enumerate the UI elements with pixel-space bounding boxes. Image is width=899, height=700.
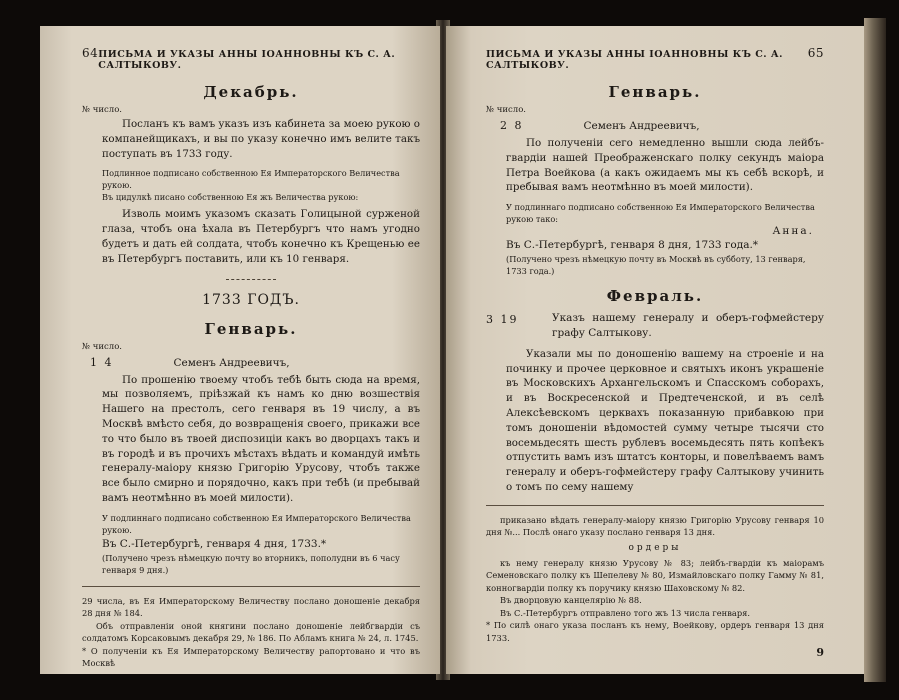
right-place-date: Въ С.-Петербургѣ, генваря 8 дня, 1733 года.* (506, 239, 759, 252)
left-page-number: 64 (82, 46, 99, 60)
right-footnote-rule (486, 505, 824, 506)
left-paragraph-2: Изволь моимъ указомъ сказать Голицыной сурженой глаза, чтобъ она ѣхала въ Петербургъ что намъ угодно будетъ и дать ей солдата, чтобъ конечно къ Крещенью ее въ Петербургъ поставить, или къ 10 генваря. (102, 208, 420, 265)
left-paragraph-3: По прошенію твоему чтобъ тебѣ быть сюда на время, мы позволяемъ, пріѣзжай къ намъ ко дню возшествія Нашего на престолъ, сего генваря въ 19 числу, а въ Москвѣ вмѣсто себя, до возвращенія своего, прикажи все то что было въ твоей диспозиціи какъ во дворцахъ такъ и въ городѣ и въ прочихъ мѣстахъ вѣдать и командуй имѣть генералу-маіору князю Григорію Урусову, чтобъ также все было смирно и порядочно, какъ при тебѣ (и пребывай вамъ неотмѣнно въ моей милости). (102, 373, 420, 504)
left-page (40, 26, 440, 674)
right-paragraph-1: По полученіи сего немедленно вышли сюда лейбъ-гвардіи нашей Преображенскаго полку секундъ маіора Петра Воейкова (а какъ ожидаемъ мы къ себѣ вскорѣ, и пребывая вамъ неотмѣнно въ моей милости). (506, 137, 824, 194)
left-footnote-rule (82, 586, 420, 587)
left-footnote-1: 29 числа, въ Ея Императорскому Величеству послано доношеніе декабря 28 дня № 184. (82, 595, 420, 619)
right-footnote-3: Въ дворцовую канцелярію № 88. (500, 595, 642, 606)
right-page (446, 26, 864, 674)
right-note-1: У подлиннаго подписано собственною Ея Императорского Величества рукою тако: (506, 202, 815, 225)
left-entry-date: 1 4 (90, 355, 114, 369)
right-header (486, 46, 824, 71)
right-address: Семенъ Андреевичъ, (583, 120, 700, 132)
left-entry-line (82, 354, 420, 373)
right-footnote-2: къ нему генералу князю Урусову № 83; лейбъ-гвардіи къ маіорамъ Семеновскаго полку къ Шепелеву № 80, Измайловскаго полку Гамму № 81, конногвардіи полку къ поручику князю Шаховскому № 82. (486, 557, 824, 593)
left-footnote-3: * О полученіи къ Ея Императорскому Величеству рапортовано и что въ Москвѣ (82, 645, 420, 669)
left-header (82, 46, 420, 71)
left-year-heading: 1733 ГОДЪ. (202, 291, 300, 308)
right-month-february: Февраль. (606, 287, 704, 306)
left-running-head: ПИСЬМА И УКАЗЫ АННЫ ІОАННОВНЫ КЪ С. А. САЛТЫКОВУ. (98, 49, 396, 71)
right-footnote-1: приказано вѣдать генералу-маіору князю Григорію Урусову генваря 10 дня №... Послѣ онаго указу послано генваря 13 дня. (486, 514, 824, 538)
page-edges (864, 18, 886, 682)
right-page-number: 65 (807, 46, 824, 60)
left-note-4: (Получено чрезъ нѣмецкую почту во вторникъ, пополудни въ 6 часу генваря 9 дня.) (102, 552, 400, 575)
right-entry-line-2 (486, 311, 824, 347)
right-month-january: Генварь. (608, 83, 702, 101)
left-note-1: Подлинное подписано собственною Ея Императорского Величества рукою. (102, 168, 400, 191)
right-note-2: (Получено чрезъ нѣмецкую почту въ Москвѣ въ субботу, 13 генваря, 1733 года.) (506, 254, 806, 277)
left-month-january: Генварь. (204, 319, 298, 338)
right-sheet-signature: 9 (816, 646, 824, 660)
left-address: Семенъ Андреевичъ, (173, 356, 290, 369)
right-footnote-orders: ордеры (628, 542, 682, 553)
left-number-label-1: № число. (82, 105, 123, 115)
right-decree-title: Указъ нашему генералу и оберъ-гофмейстеру графу Салтыкову. (552, 312, 824, 339)
left-separator (226, 279, 276, 280)
left-paragraph-1: Посланъ къ вамъ указъ изъ кабинета за моею рукою о компанейщикахъ, и вы по указу конечно имъ велите такъ поступать въ 1733 году. (102, 118, 420, 160)
right-paragraph-2: Указали мы по доношенію вашему на строеніе и на починку и прочее церковное и святыхъ иконъ украшеніе въ Московскихъ Архангельскомъ и Спасскомъ соборахъ, и въ Воскресенской и Предтеченской, и въ селѣ Алексѣевскомъ церквахъ показанную прибавкою при томъ доношеніи вѣдомостей сумму четыре тысячи сто восемьдесять шесть рублевъ восемьдесять пять копѣекъ отпустить вамъ изъ штатсъ конторы, и повелѣваемъ вамъ генералу и оберъ-гофмейстеру графу Салтыкову учинить о томъ по сему нашему (506, 347, 824, 493)
right-number-label-1: № число. (486, 105, 527, 115)
right-signature: Анна. (772, 225, 814, 238)
left-note-2: Въ цидулкѣ писано собственною Ея жъ Величества рукою: (102, 192, 359, 203)
left-note-3: У подлиннаго подписано собственною Ея Императорского Величества рукою. (102, 512, 411, 535)
left-number-label-2: № число. (82, 341, 123, 352)
right-footnote-5: * По силѣ онаго указа посланъ къ нему, Воейкову, ордеръ генваря 13 дня 1733. (486, 620, 824, 643)
right-running-head: ПИСЬМА И УКАЗЫ АННЫ ІОАННОВНЫ КЪ С. А. САЛТЫКОВУ. (486, 49, 783, 71)
right-entry-date-2: 3 19 (486, 313, 519, 327)
left-month-december: Декабрь. (203, 83, 299, 101)
right-footnote-4: Въ С.-Петербургъ отправлено того жъ 13 числа генваря. (500, 607, 751, 618)
left-place-date: Въ С.-Петербургѣ, генваря 4 дня, 1733.* (102, 537, 327, 550)
right-entry-line (486, 117, 824, 136)
right-entry-date: 2 8 (500, 119, 524, 132)
left-footnote-2: Объ отправленіи оной княгини послано доношеніе лейбгвардіи съ солдатомъ Корсаковымъ декабря 29, № 186. По Абламъ книга № 24, л. 1745. (82, 620, 420, 644)
